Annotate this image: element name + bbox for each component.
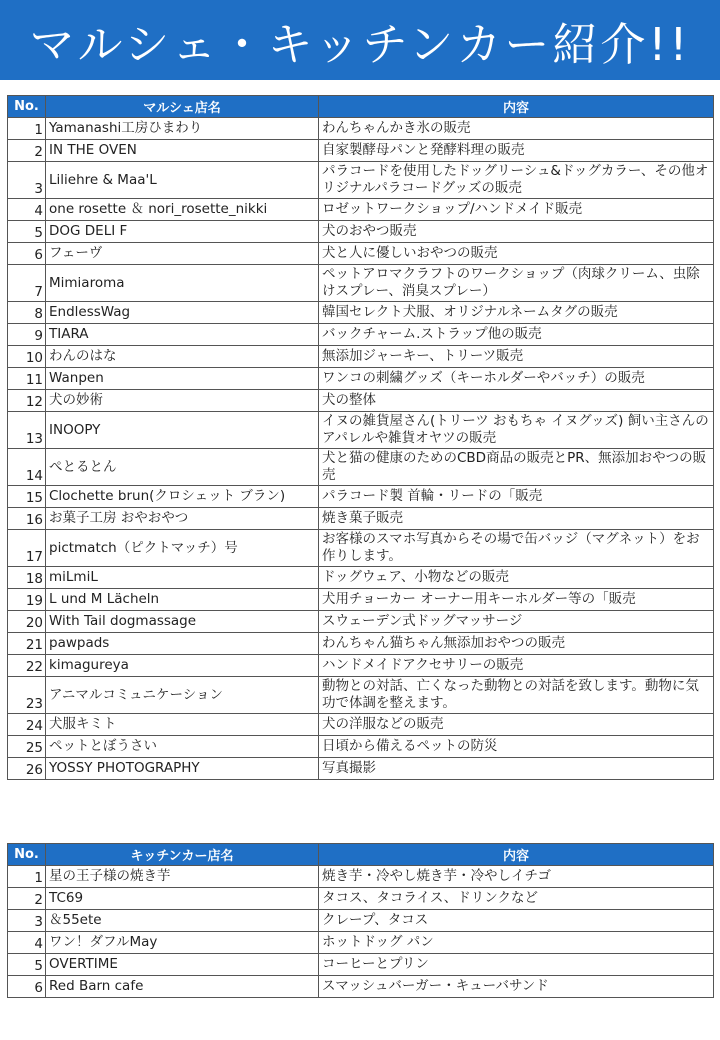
shop-name: With Tail dogmassage (46, 611, 319, 633)
shop-description: 犬用チョーカー オーナー用キーホルダー等の「販売 (319, 589, 714, 611)
shop-description: ワンコの刺繍グッズ（キーホルダーやバッチ）の販売 (319, 368, 714, 390)
shop-name: YOSSY PHOTOGRAPHY (46, 758, 319, 780)
table-row (8, 486, 714, 508)
table-row (8, 346, 714, 368)
shop-name: pawpads (46, 633, 319, 655)
shop-name: フェーヴ (46, 243, 319, 265)
table-row (8, 449, 714, 486)
table-row (8, 976, 714, 998)
shop-description: バックチャーム.ストラップ他の販売 (319, 324, 714, 346)
shop-name: Red Barn cafe (46, 976, 319, 998)
shop-name: Clochette brun(クロシェット ブラン) (46, 486, 319, 508)
shop-description: スマッシュバーガー・キューバサンド (319, 976, 714, 998)
shop-description: ホットドッグ パン (319, 932, 714, 954)
shop-description: お客様のスマホ写真からその場で缶バッジ（マグネット）をお作りします。 (319, 530, 714, 567)
row-number: 22 (8, 655, 46, 677)
header-desc: 内容 (319, 96, 714, 118)
table-row (8, 655, 714, 677)
row-number: 11 (8, 368, 46, 390)
shop-name: OVERTIME (46, 954, 319, 976)
header-name: マルシェ店名 (46, 96, 319, 118)
shop-description: 韓国セレクト犬服、オリジナルネームタグの販売 (319, 302, 714, 324)
row-number: 3 (8, 910, 46, 932)
shop-name: kimagureya (46, 655, 319, 677)
table-header-row (8, 844, 714, 866)
shop-description: 犬の整体 (319, 390, 714, 412)
table-row (8, 758, 714, 780)
shop-description: 自家製酵母パンと発酵料理の販売 (319, 140, 714, 162)
shop-name: 星の王子様の焼き芋 (46, 866, 319, 888)
title-banner (0, 0, 720, 80)
row-number: 5 (8, 221, 46, 243)
shop-description: コーヒーとプリン (319, 954, 714, 976)
row-number: 16 (8, 508, 46, 530)
table-row (8, 302, 714, 324)
row-number: 1 (8, 118, 46, 140)
row-number: 7 (8, 265, 46, 302)
table-row (8, 567, 714, 589)
row-number: 10 (8, 346, 46, 368)
shop-name: Mimiaroma (46, 265, 319, 302)
shop-description: パラコードを使用したドッグリーシュ&ドッグカラー、その他オリジナルパラコードグッズの販売 (319, 162, 714, 199)
table-row (8, 736, 714, 758)
row-number: 2 (8, 140, 46, 162)
table-row (8, 866, 714, 888)
shop-name: IN THE OVEN (46, 140, 319, 162)
table-row (8, 390, 714, 412)
row-number: 20 (8, 611, 46, 633)
table-row (8, 677, 714, 714)
shop-name: INOOPY (46, 412, 319, 449)
table-row (8, 508, 714, 530)
table-row (8, 221, 714, 243)
row-number: 24 (8, 714, 46, 736)
shop-description: 犬の洋服などの販売 (319, 714, 714, 736)
table-row (8, 932, 714, 954)
row-number: 6 (8, 243, 46, 265)
row-number: 14 (8, 449, 46, 486)
shop-name: EndlessWag (46, 302, 319, 324)
shop-description: 焼き菓子販売 (319, 508, 714, 530)
shop-name: 犬の妙術 (46, 390, 319, 412)
table-row (8, 589, 714, 611)
shop-description: わんちゃん猫ちゃん無添加おやつの販売 (319, 633, 714, 655)
shop-description: 動物との対話、亡くなった動物との対話を致します。動物に気功で体調を整えます。 (319, 677, 714, 714)
row-number: 8 (8, 302, 46, 324)
row-number: 12 (8, 390, 46, 412)
row-number: 2 (8, 888, 46, 910)
shop-name: DOG DELI F (46, 221, 319, 243)
shop-name: miLmiL (46, 567, 319, 589)
shop-name: お菓子工房 おやおやつ (46, 508, 319, 530)
row-number: 4 (8, 199, 46, 221)
table-row (8, 412, 714, 449)
table-row (8, 140, 714, 162)
table-row (8, 888, 714, 910)
row-number: 6 (8, 976, 46, 998)
shop-name: TIARA (46, 324, 319, 346)
table-row (8, 910, 714, 932)
header-no: No. (8, 844, 46, 866)
row-number: 4 (8, 932, 46, 954)
table-row (8, 714, 714, 736)
table-row (8, 633, 714, 655)
shop-description: ハンドメイドアクセサリーの販売 (319, 655, 714, 677)
header-name: キッチンカー店名 (46, 844, 319, 866)
shop-name: Yamanashi工房ひまわり (46, 118, 319, 140)
shop-description: 日頃から備えるペットの防災 (319, 736, 714, 758)
shop-name: アニマルコミュニケーション (46, 677, 319, 714)
shop-name: わんのはな (46, 346, 319, 368)
shop-description: クレープ、タコス (319, 910, 714, 932)
row-number: 17 (8, 530, 46, 567)
shop-name: ぺとるとん (46, 449, 319, 486)
shop-name: one rosette ＆ nori_rosette_nikki (46, 199, 319, 221)
row-number: 18 (8, 567, 46, 589)
kitchen-car-table (7, 843, 714, 998)
shop-name: L und M Lächeln (46, 589, 319, 611)
table-header-row (8, 96, 714, 118)
shop-name: ワン！ダフルMay (46, 932, 319, 954)
shop-description: イヌの雑貨屋さん(トリーツ おもちゃ イヌグッズ) 飼い主さんのアパレルや雑貨オヤツの販売 (319, 412, 714, 449)
shop-description: ロゼットワークショップ/ハンドメイド販売 (319, 199, 714, 221)
shop-description: 焼き芋・冷やし焼き芋・冷やしイチゴ (319, 866, 714, 888)
row-number: 13 (8, 412, 46, 449)
table-row (8, 530, 714, 567)
shop-description: わんちゃんかき氷の販売 (319, 118, 714, 140)
shop-description: 犬のおやつ販売 (319, 221, 714, 243)
shop-description: 無添加ジャーキー、トリーツ販売 (319, 346, 714, 368)
shop-description: 犬と猫の健康のためのCBD商品の販売とPR、無添加おやつの販売 (319, 449, 714, 486)
shop-name: TC69 (46, 888, 319, 910)
header-desc: 内容 (319, 844, 714, 866)
shop-description: ドッグウェア、小物などの販売 (319, 567, 714, 589)
table-row (8, 611, 714, 633)
table-row (8, 368, 714, 390)
row-number: 21 (8, 633, 46, 655)
page-title: マルシェ・キッチンカー紹介!! (29, 17, 691, 71)
table-row (8, 118, 714, 140)
marche-table (7, 95, 714, 780)
row-number: 26 (8, 758, 46, 780)
shop-description: 写真撮影 (319, 758, 714, 780)
row-number: 15 (8, 486, 46, 508)
table-row (8, 265, 714, 302)
row-number: 1 (8, 866, 46, 888)
shop-description: スウェーデン式ドッグマッサージ (319, 611, 714, 633)
table-row (8, 243, 714, 265)
shop-description: パラコード製 首輪・リードの「販売 (319, 486, 714, 508)
table-row (8, 199, 714, 221)
shop-name: ペットとぼうさい (46, 736, 319, 758)
row-number: 5 (8, 954, 46, 976)
shop-name: ＆55ete (46, 910, 319, 932)
shop-name: Wanpen (46, 368, 319, 390)
table-row (8, 324, 714, 346)
shop-description: タコス、タコライス、ドリンクなど (319, 888, 714, 910)
row-number: 9 (8, 324, 46, 346)
table-row (8, 954, 714, 976)
shop-name: pictmatch（ピクトマッチ）号 (46, 530, 319, 567)
table-row (8, 162, 714, 199)
shop-description: ペットアロマクラフトのワークショップ（肉球クリーム、虫除けスプレー、消臭スプレー） (319, 265, 714, 302)
shop-description: 犬と人に優しいおやつの販売 (319, 243, 714, 265)
row-number: 23 (8, 677, 46, 714)
header-no: No. (8, 96, 46, 118)
row-number: 25 (8, 736, 46, 758)
shop-name: Liliehre & Maa'L (46, 162, 319, 199)
shop-name: 犬服キミト (46, 714, 319, 736)
row-number: 19 (8, 589, 46, 611)
row-number: 3 (8, 162, 46, 199)
